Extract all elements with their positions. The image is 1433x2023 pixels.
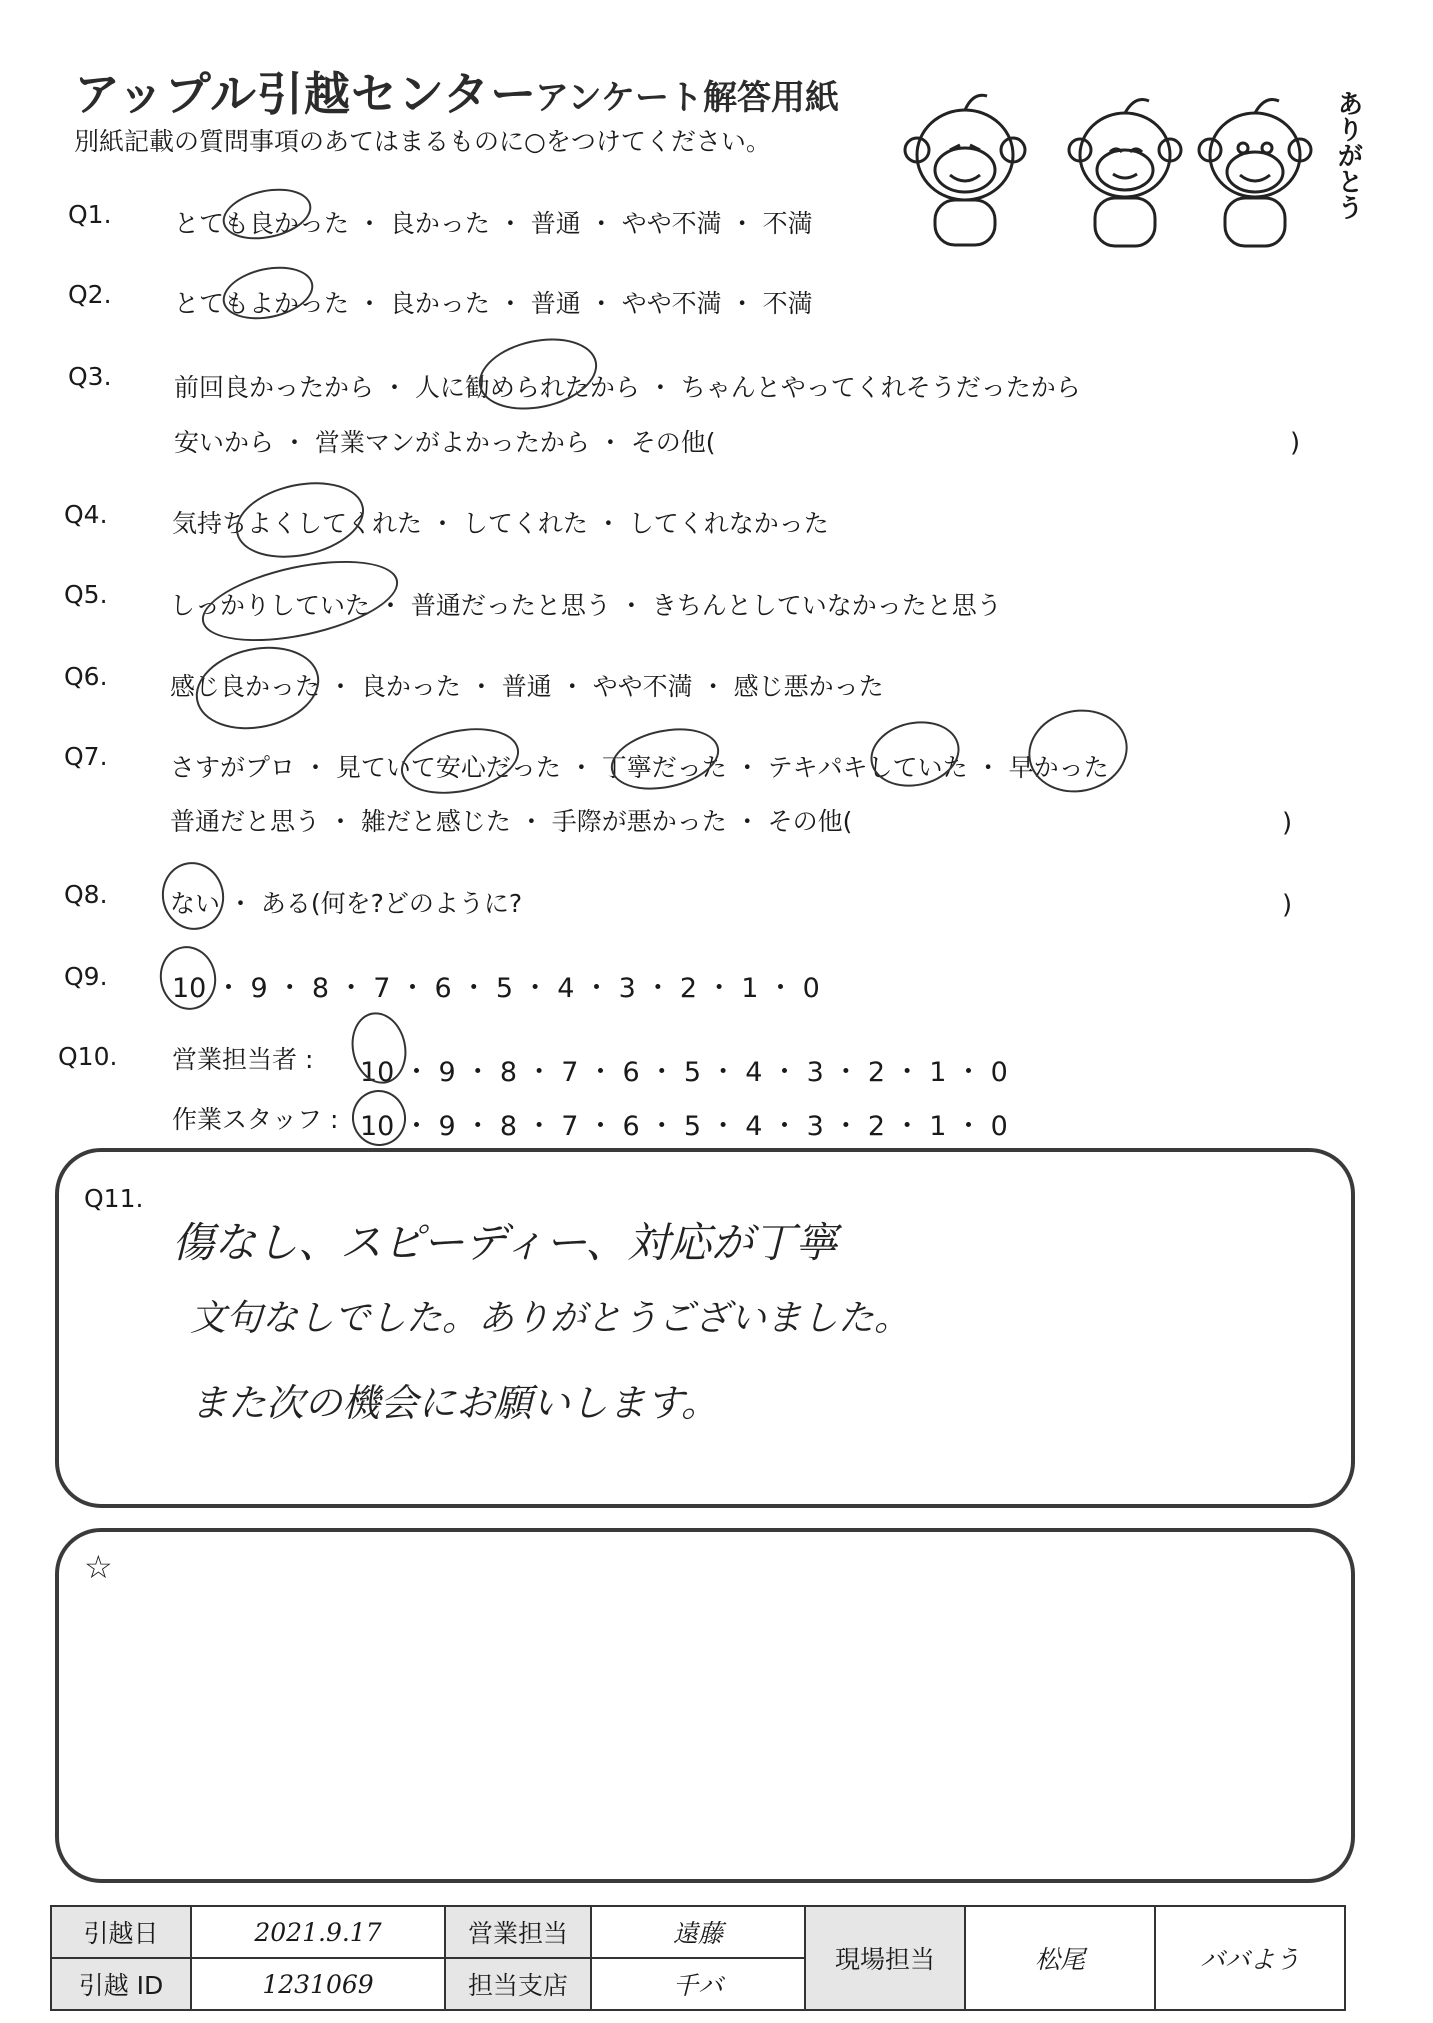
instruction-text: 別紙記載の質問事項のあてはまるものに○をつけてください。 — [74, 127, 771, 156]
q8-number: Q8. — [64, 880, 108, 909]
site-rep-value-1: 松尾 — [965, 1906, 1155, 2010]
selection-circle-q3 — [472, 328, 604, 419]
sales-rep-label: 営業担当 — [445, 1906, 591, 1958]
q7-options-line1: さすがプロ ・ 見ていて安心だった ・ 丁寧だった ・ テキパキしていた ・ 早かった — [170, 753, 1109, 782]
q1-number: Q1. — [68, 200, 112, 229]
move-id-label: 引越 ID — [51, 1958, 191, 2010]
q5-number: Q5. — [64, 580, 108, 609]
q6-options: 感じ良かった ・ 良かった ・ 普通 ・ やや不満 ・ 感じ悪かった — [170, 672, 884, 701]
selection-circle-q6 — [188, 636, 327, 740]
q2-number: Q2. — [68, 280, 112, 309]
star-label: ☆ — [84, 1548, 113, 1586]
move-date-label: 引越日 — [51, 1906, 191, 1958]
q6-number: Q6. — [64, 662, 108, 691]
q11-handwritten-line2: 文句なしでした。ありがとうございました。 — [190, 1298, 911, 1339]
selection-circle-q7-anshin — [395, 718, 525, 804]
star-comment-box — [55, 1528, 1355, 1883]
q2-options: とてもよかった ・ 良かった ・ 普通 ・ やや不満 ・ 不満 — [174, 289, 813, 318]
selection-circle-q7-hayakatta — [1021, 701, 1136, 802]
selection-circle-q4 — [229, 471, 371, 568]
q8-options: ない ・ ある(何を?どのように? — [170, 889, 523, 918]
q9-number: Q9. — [64, 962, 108, 991]
q10-staff-label: 作業スタッフ : — [172, 1105, 339, 1134]
selection-circle-q5 — [195, 546, 405, 656]
move-date-value: 2021.9.17 — [191, 1906, 445, 1958]
site-rep-label: 現場担当 — [805, 1906, 965, 2010]
selection-circle-q7-teinei — [605, 719, 725, 799]
q4-number: Q4. — [64, 500, 108, 529]
company-name: アップル引越センター — [74, 67, 538, 121]
form-title: アンケート解答用紙 — [535, 78, 839, 118]
branch-label: 担当支店 — [445, 1958, 591, 2010]
q4-options: 気持ちよくしてくれた ・ してくれた ・ してくれなかった — [172, 509, 829, 538]
q11-handwritten-line1: 傷なし、スピーディー、対応が丁寧 — [172, 1218, 838, 1267]
q3-close-paren: ) — [1290, 428, 1301, 458]
q9-scale: 10 ・ 9 ・ 8 ・ 7 ・ 6 ・ 5 ・ 4 ・ 3 ・ 2 ・ 1 ・ 0 — [172, 973, 820, 1004]
site-rep-value-2: ババよう — [1155, 1906, 1345, 2010]
q3-options-line2: 安いから ・ 営業マンがよかったから ・ その他( — [174, 428, 716, 457]
q10-number: Q10. — [58, 1042, 118, 1071]
q10-sales-label: 営業担当者 : — [172, 1045, 314, 1074]
q7-options-line2: 普通だと思う ・ 雑だと感じた ・ 手際が悪かった ・ その他( — [170, 807, 853, 836]
branch-value: 千バ — [591, 1958, 805, 2010]
q7-close-paren: ) — [1282, 808, 1293, 838]
q7-number: Q7. — [64, 742, 108, 771]
q5-options: しっかりしていた ・ 普通だったと思う ・ きちんとしていなかったと思う — [170, 591, 1002, 620]
q11-handwritten-line3: また次の機会にお願いします。 — [190, 1381, 719, 1425]
q3-number: Q3. — [68, 362, 112, 391]
selection-circle-q8 — [156, 856, 231, 935]
q11-label: Q11. — [84, 1184, 144, 1213]
q10-staff-scale: 10 ・ 9 ・ 8 ・ 7 ・ 6 ・ 5 ・ 4 ・ 3 ・ 2 ・ 1 ・ 0 — [360, 1111, 1008, 1142]
q8-close-paren: ) — [1282, 890, 1293, 920]
mascot-caption: ありがとう — [1333, 90, 1363, 220]
sales-rep-value: 遠藤 — [591, 1906, 805, 1958]
move-id-value: 1231069 — [191, 1958, 445, 2010]
q3-options-line1: 前回良かったから ・ 人に勧められたから ・ ちゃんとやってくれそうだったから — [174, 373, 1081, 402]
monkey-mascots-illustration — [895, 70, 1345, 255]
q1-options: とても良かった ・ 良かった ・ 普通 ・ やや不満 ・ 不満 — [174, 209, 813, 238]
footer-info-table — [50, 1905, 1346, 2011]
q10-sales-scale: 10 ・ 9 ・ 8 ・ 7 ・ 6 ・ 5 ・ 4 ・ 3 ・ 2 ・ 1 ・ 0 — [360, 1057, 1008, 1088]
